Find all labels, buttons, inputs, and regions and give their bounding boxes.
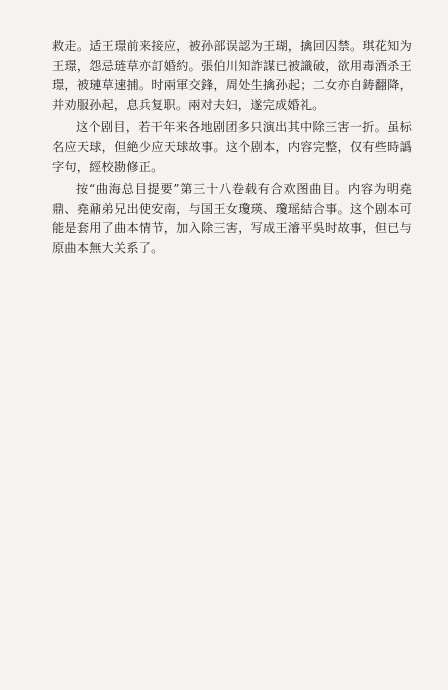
paragraph-continuation: 救走。适王璟前来接应，被孙部误認为王瑚，擒回囚禁。琪花知为王璟，怨忌琏草亦訂婚約。張伯川知詐謀已被識破，欲用毒酒杀王璟，被璉草速捕。时兩軍交鋒，周处生擒孙起；二女亦自鋳翻降，并劝服孙起，息兵复职。兩对夫妇，遂完成婚礼。 bbox=[52, 39, 412, 112]
body-text bbox=[52, 37, 412, 262]
paragraph-repertoire-note: 这个剧目，若干年来各地剧团多只演出其中除三害一折。虽标名应天球，但絶少应天球故事。这个剧本，内容完整，仅有些時譌字句，經校勘修正。 bbox=[52, 120, 412, 174]
paragraph-source-note: 按“曲海总目提要”第三十八卷载有合欢图曲目。内容为明堯鼎、堯鼐弟兄出使安南，与国王女瓊瑛、瓊瑶結合事。这个剧本可能是套用了曲本情节，加入除三害，写成王濬平吳时故事，但已与原曲本無大关系了。 bbox=[52, 182, 412, 255]
